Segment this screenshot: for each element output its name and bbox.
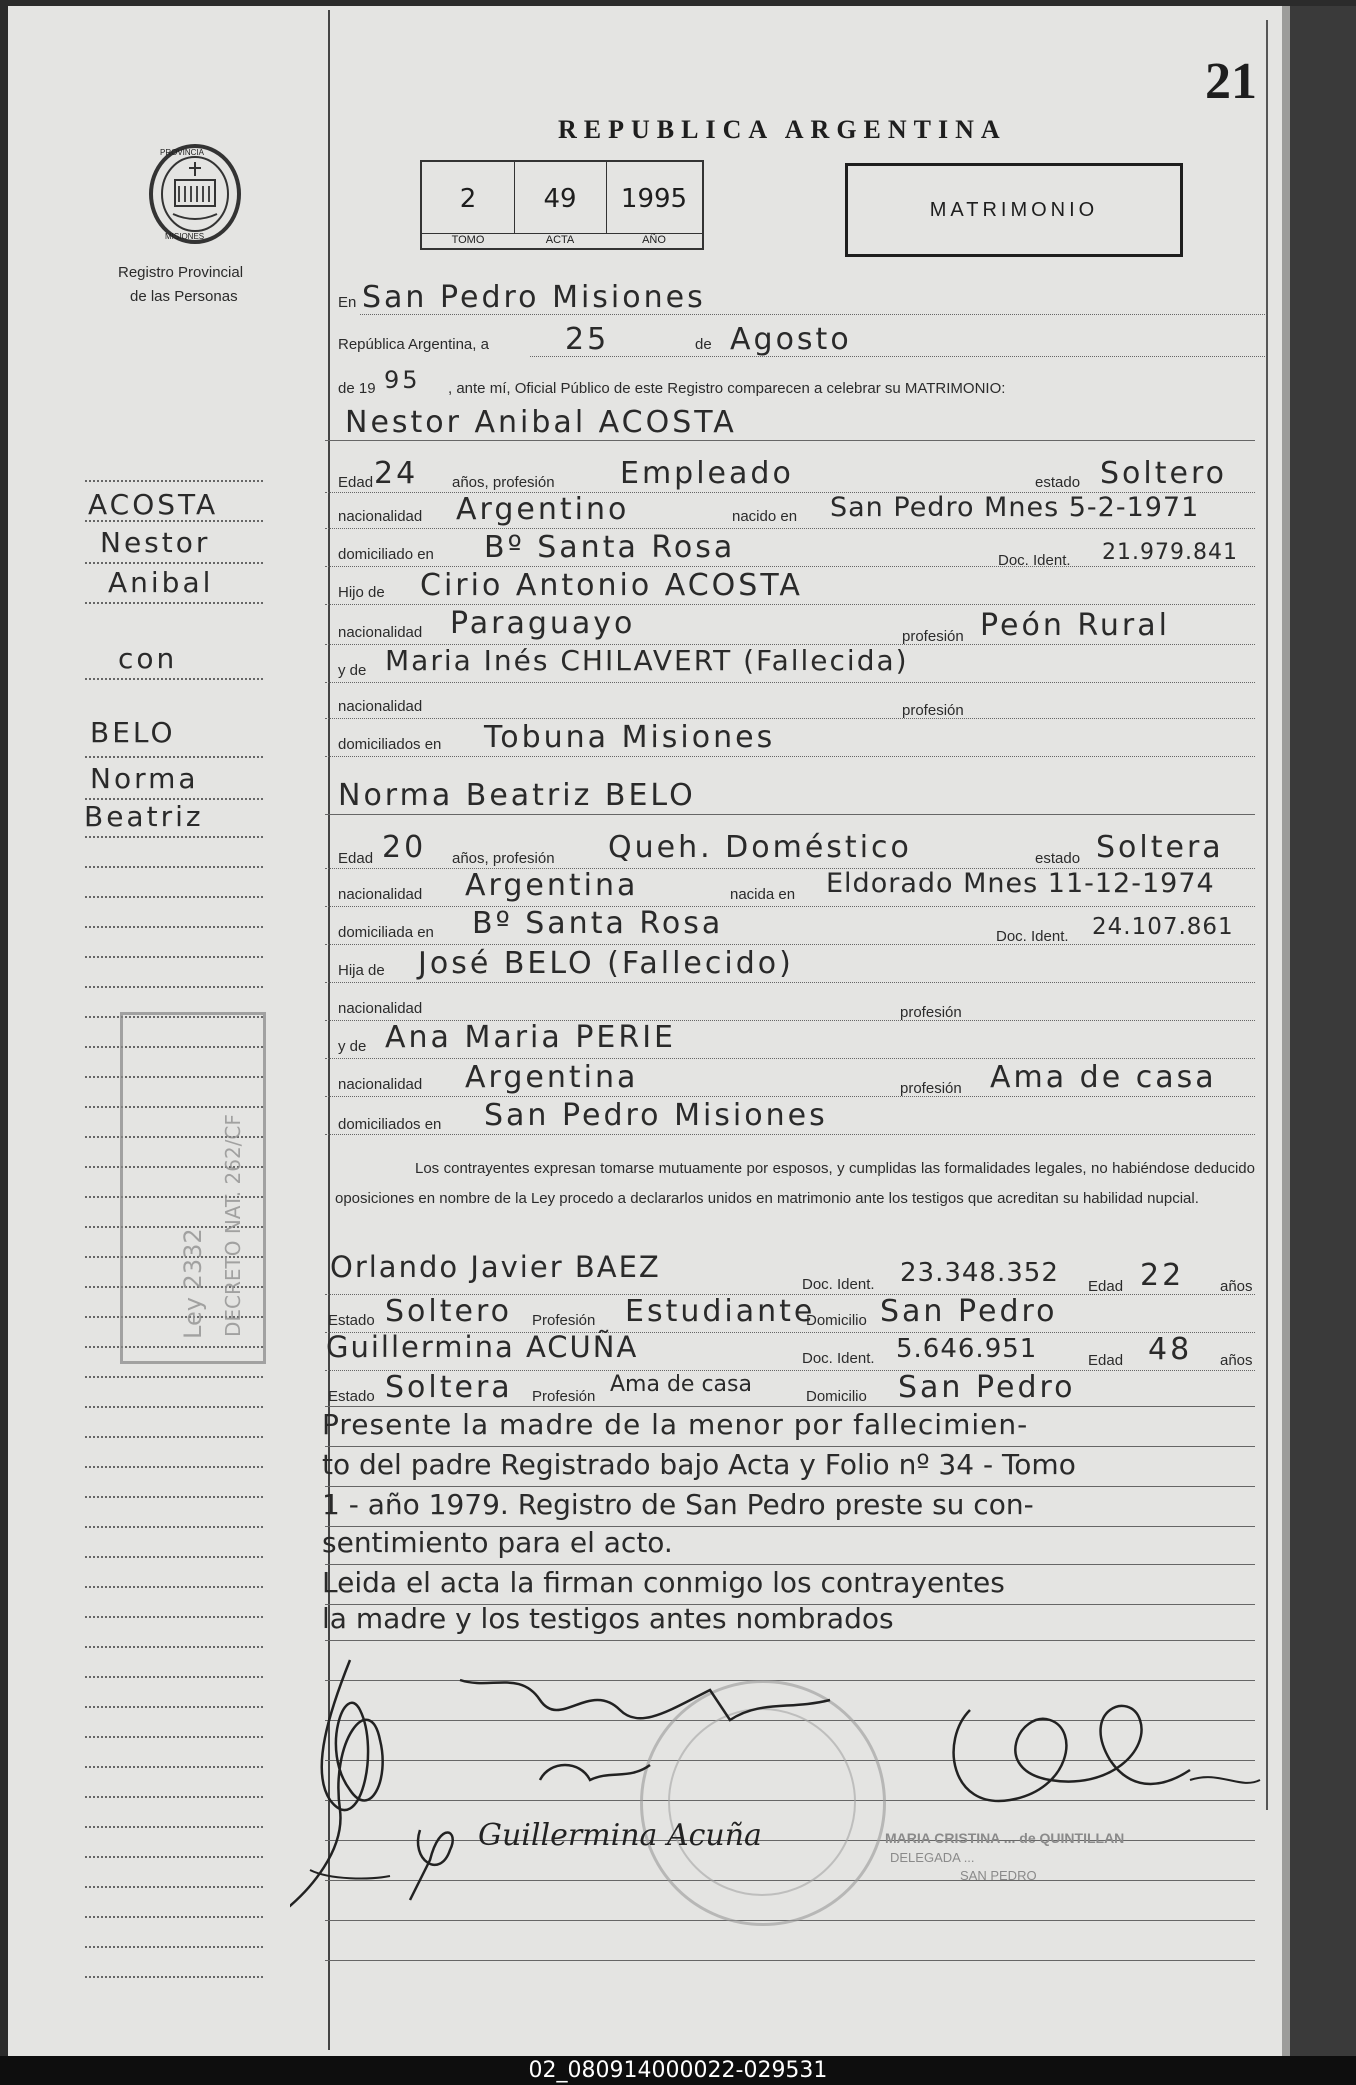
witness2-anos-label: años	[1220, 1352, 1253, 1369]
note-line-3: 1 - año 1979. Registro de San Pedro preste su con-	[322, 1488, 1034, 1521]
groom-parents-address: Tobuna Misiones	[484, 720, 776, 755]
groom-full-name: Nestor Anibal ACOSTA	[345, 405, 737, 440]
margin-groom-surname: ACOSTA	[88, 488, 219, 521]
groom-father-nationality: Paraguayo	[450, 606, 636, 641]
bride-mother-prof-label: profesión	[900, 1080, 962, 1097]
witness2-profession: Ama de casa	[610, 1372, 752, 1397]
witness2-state: Soltera	[385, 1370, 513, 1405]
groom-profession: Empleado	[620, 456, 794, 491]
groom-mother-nat-label: nacionalidad	[338, 698, 423, 715]
witness1-doc-label: Doc. Ident.	[802, 1276, 875, 1293]
margin-groom-name2: Anibal	[108, 566, 214, 599]
law-stamp-line1: Ley 2332	[179, 1228, 207, 1339]
bride-nacida-label: nacida en	[730, 886, 796, 903]
groom-profession-label: años, profesión	[452, 474, 555, 491]
groom-nationality-label: nacionalidad	[338, 508, 423, 525]
groom-edad-label: Edad	[338, 474, 374, 491]
groom-parents-dom-label: domiciliados en	[338, 736, 442, 753]
witness1-edad-label: Edad	[1088, 1278, 1124, 1295]
margin-groom-name1: Nestor	[100, 526, 211, 559]
bride-civil-state: Soltera	[1096, 830, 1224, 865]
registry-line2: de las Personas	[130, 288, 238, 305]
country-title: REPUBLICA ARGENTINA	[558, 115, 1007, 144]
note-line-1: Presente la madre de la menor por fallecimien-	[322, 1408, 1029, 1441]
witness2-age: 48	[1148, 1332, 1193, 1367]
groom-father: Cirio Antonio ACOSTA	[420, 568, 803, 603]
groom-father-nat-label: nacionalidad	[338, 624, 423, 641]
groom-signature	[290, 1660, 383, 1910]
bride-mother-nationality: Argentina	[465, 1060, 639, 1095]
witness2-doc-label: Doc. Ident.	[802, 1350, 875, 1367]
bride-domiciliada-label: domiciliada en	[338, 924, 434, 941]
bride-parents-address: San Pedro Misiones	[484, 1098, 828, 1133]
seal-bottom-text: MISIONES	[165, 232, 205, 241]
groom-doc: 21.979.841	[1102, 540, 1238, 565]
en-label: En	[338, 294, 357, 311]
place-value: San Pedro Misiones	[362, 280, 706, 315]
groom-hijo-label: Hijo de	[338, 584, 385, 601]
tomo-value: 2	[459, 184, 477, 214]
witness2-name: Guillermina ACUÑA	[326, 1330, 639, 1364]
seal-top-text: PROVINCIA	[160, 148, 205, 157]
act-type-box: MATRIMONIO	[845, 163, 1183, 257]
bride-mother: Ana Maria PERIE	[385, 1020, 677, 1055]
witness2-profesion-label: Profesión	[532, 1388, 596, 1405]
margin-bride-name1: Norma	[90, 762, 199, 795]
groom-mother: Maria Inés CHILAVERT (Fallecida)	[385, 644, 909, 677]
bride-y-de-label: y de	[338, 1038, 367, 1055]
bride-nationality-label: nacionalidad	[338, 886, 423, 903]
groom-birthplace: San Pedro Mnes 5-2-1971	[830, 492, 1200, 523]
bride-address: Bº Santa Rosa	[472, 906, 724, 941]
groom-y-de-label: y de	[338, 662, 367, 679]
record-number-box	[420, 160, 704, 250]
year-prefix: de 19	[338, 380, 376, 397]
day-value: 25	[565, 322, 610, 357]
witness1-domicile: San Pedro	[880, 1294, 1058, 1329]
witness2-doc: 5.646.951	[896, 1334, 1038, 1364]
bride-doc: 24.107.861	[1092, 914, 1234, 940]
tomo-cell	[422, 162, 515, 246]
bride-hija-label: Hija de	[338, 962, 385, 979]
witness2-estado-label: Estado	[328, 1388, 375, 1405]
ano-label: AÑO	[606, 233, 702, 246]
witness1-doc: 23.348.352	[900, 1258, 1059, 1288]
bride-profession: Queh. Doméstico	[608, 830, 912, 865]
provincial-seal-icon	[145, 142, 245, 246]
bride-doc-label: Doc. Ident.	[996, 928, 1069, 945]
groom-nacido-label: nacido en	[732, 508, 798, 525]
witness1-age: 22	[1140, 1258, 1185, 1293]
witness2-signature: Guillermina Acuña	[478, 1818, 762, 1853]
bride-edad-label: Edad	[338, 850, 374, 867]
bride-nationality: Argentina	[465, 868, 639, 903]
registry-line1: Registro Provincial	[118, 264, 244, 281]
bride-estado-label: estado	[1035, 850, 1081, 867]
witness1-state: Soltero	[385, 1294, 512, 1329]
groom-civil-state: Soltero	[1100, 456, 1227, 491]
book-binding	[1290, 6, 1356, 2056]
footer-id: 02_080914000022-029531	[0, 2056, 1356, 2085]
bride-father-nat-label: nacionalidad	[338, 1000, 423, 1017]
witness1-signature	[410, 1830, 453, 1900]
witness1-domicilio-label: Domicilio	[806, 1312, 867, 1329]
acta-label: ACTA	[514, 233, 606, 246]
bride-full-name: Norma Beatriz BELO	[338, 778, 696, 813]
witness1-profesion-label: Profesión	[532, 1312, 596, 1329]
groom-nationality: Argentino	[456, 492, 630, 527]
margin-con: con	[118, 642, 178, 675]
margin-bride-name2: Beatriz	[84, 800, 204, 833]
groom-mother-prof-label: profesión	[902, 702, 964, 719]
note-line-5: Leida el acta la firman conmigo los contrayentes	[322, 1566, 1005, 1599]
groom-estado-label: estado	[1035, 474, 1081, 491]
margin-bride-surname: BELO	[90, 716, 176, 749]
month-value: Agosto	[730, 322, 852, 357]
acta-cell	[514, 162, 607, 246]
bride-birthplace: Eldorado Mnes 11-12-1974	[826, 868, 1215, 899]
bride-father: José BELO (Fallecido)	[418, 946, 794, 981]
witness2-domicile: San Pedro	[898, 1370, 1076, 1405]
bride-age: 20	[382, 830, 427, 865]
republica-label: República Argentina, a	[338, 336, 489, 353]
official-signature	[954, 1706, 1190, 1801]
bride-signature	[460, 1680, 830, 1720]
ano-value: 1995	[620, 184, 688, 214]
tomo-label: TOMO	[422, 233, 514, 246]
groom-father-prof-label: profesión	[902, 628, 964, 645]
page-number: 21	[1205, 53, 1257, 110]
bride-mother-nat-label: nacionalidad	[338, 1076, 423, 1093]
groom-domiciliado-label: domiciliado en	[338, 546, 434, 563]
ano-cell	[606, 162, 702, 246]
year-suffix: 95	[384, 366, 421, 394]
note-line-2: to del padre Registrado bajo Acta y Folio nº 34 - Tomo	[322, 1448, 1076, 1481]
witness2-edad-label: Edad	[1088, 1352, 1124, 1369]
acta-value: 49	[543, 184, 577, 214]
note-line-4: sentimiento para el acto.	[322, 1526, 673, 1559]
de-label: de	[695, 336, 712, 353]
official-stamp-line3: SAN PEDRO	[960, 1868, 1037, 1883]
bride-mother-profession: Ama de casa	[990, 1060, 1217, 1095]
groom-doc-label: Doc. Ident.	[998, 552, 1071, 569]
note-line-6: la madre y los testigos antes nombrados	[322, 1602, 894, 1635]
witness1-profession: Estudiante	[625, 1294, 816, 1329]
declaration-text: Los contrayentes expresan tomarse mutuamente por esposos, y cumplidas las formalidades legales, no habiéndose deducido oposiciones en nombre de la Ley procedo a declararlos unidos en matrimonio ante los testigos que acreditan su habilidad nupcial.	[335, 1160, 1255, 1207]
signatures-drawing	[290, 1630, 1280, 1940]
right-border-line	[1266, 20, 1268, 1810]
law-stamp-line2: DECRETO NAT. 262/CF	[221, 1114, 245, 1337]
bride-profession-label: años, profesión	[452, 850, 555, 867]
groom-address: Bº Santa Rosa	[484, 530, 736, 565]
bride-father-prof-label: profesión	[900, 1004, 962, 1021]
groom-age: 24	[374, 456, 419, 491]
bride-parents-dom-label: domiciliados en	[338, 1116, 442, 1133]
witness1-name: Orlando Javier BAEZ	[330, 1250, 661, 1284]
witness1-anos-label: años	[1220, 1278, 1253, 1295]
witness1-estado-label: Estado	[328, 1312, 375, 1329]
official-stamp-line1: MARIA CRISTINA ... de QUINTILLAN	[885, 1830, 1125, 1846]
mother-signature	[540, 1765, 650, 1780]
law-stamp	[120, 1012, 266, 1364]
witness2-domicilio-label: Domicilio	[806, 1388, 867, 1405]
groom-father-profession: Peón Rural	[980, 608, 1170, 643]
intro-text: , ante mí, Oficial Público de este Registro comparecen a celebrar su MATRIMONIO:	[448, 380, 1006, 397]
official-stamp-line2: DELEGADA ...	[890, 1850, 975, 1865]
